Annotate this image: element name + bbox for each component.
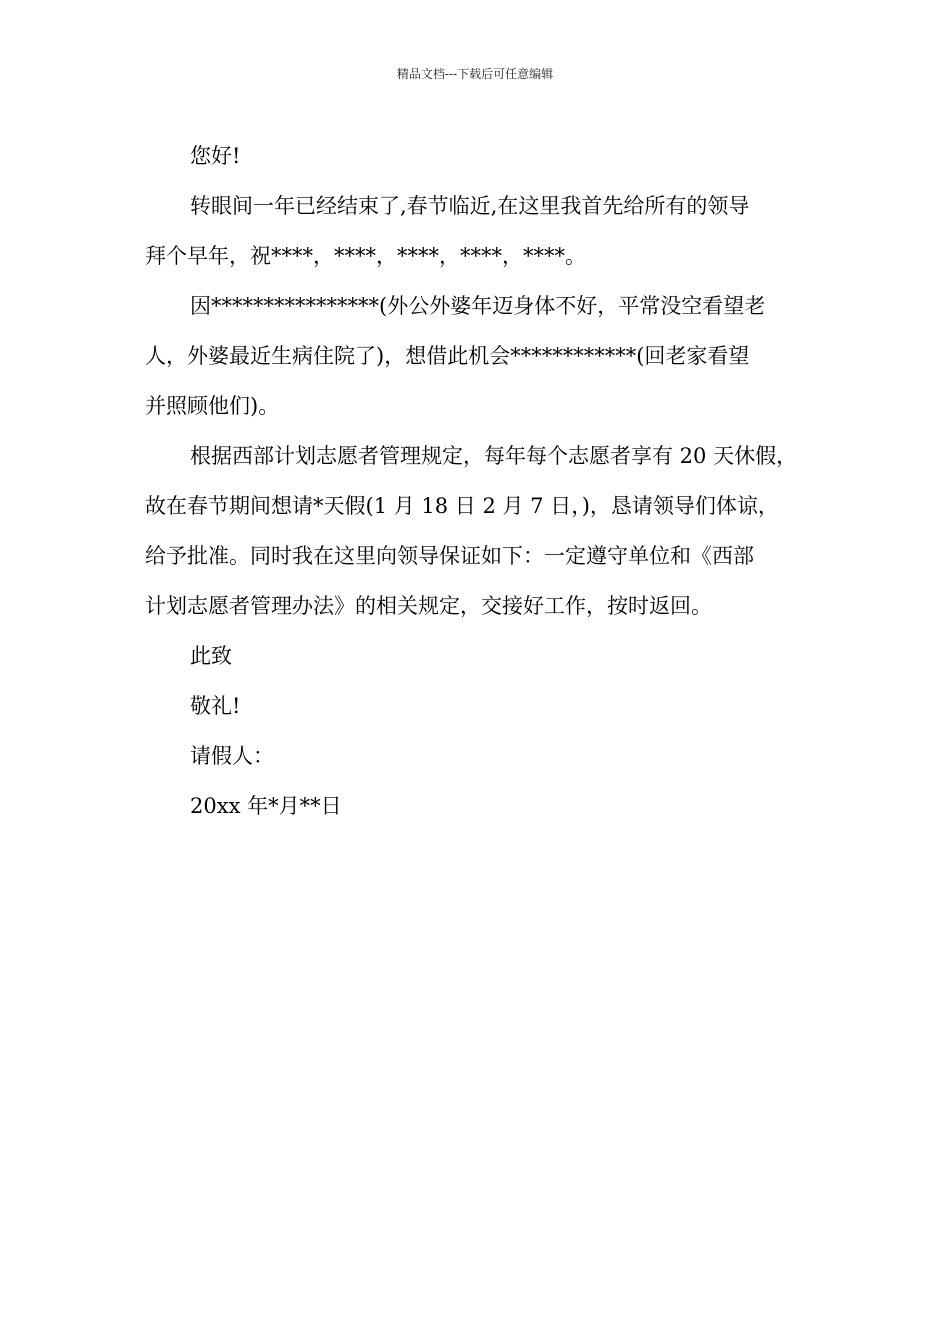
letter-greeting: 您好! [190,144,241,168]
paragraph-3-line-3: 给予批准。同时我在这里向领导保证如下：一定遵守单位和《西部 [145,544,754,568]
paragraph-3-line-1: 根据西部计划志愿者管理规定，每年每个志愿者享有 20 天休假， [190,444,798,468]
paragraph-2-line-1: 因****************(外公外婆年迈身体不好，平常没空看望老 [190,294,766,318]
paragraph-3-line-2: 故在春节期间想请*天假(1 月 18 日 2 月 7 日，)，恳请领导们体谅， [145,494,779,518]
applicant-label: 请假人： [190,744,274,768]
paragraph-2-line-3: 并照顾他们)。 [145,394,280,418]
page-header: 精品文档---下载后可任意编辑 [396,67,554,81]
letter-body [145,131,817,831]
paragraph-2-line-2: 人，外婆最近生病住院了)，想借此机会************(回老家看望 [145,344,750,368]
letter-date: 20xx 年*月**日 [190,794,342,818]
paragraph-1-line-2: 拜个早年，祝****，****，****，****，****。 [145,244,586,268]
letter-closing: 此致 [190,644,232,668]
letter-salute: 敬礼! [190,694,241,718]
paragraph-1-line-1: 转眼间一年已经结束了,春节临近,在这里我首先给所有的领导 [190,194,750,218]
paragraph-3-line-4: 计划志愿者管理办法》的相关规定，交接好工作，按时返回。 [145,594,712,618]
